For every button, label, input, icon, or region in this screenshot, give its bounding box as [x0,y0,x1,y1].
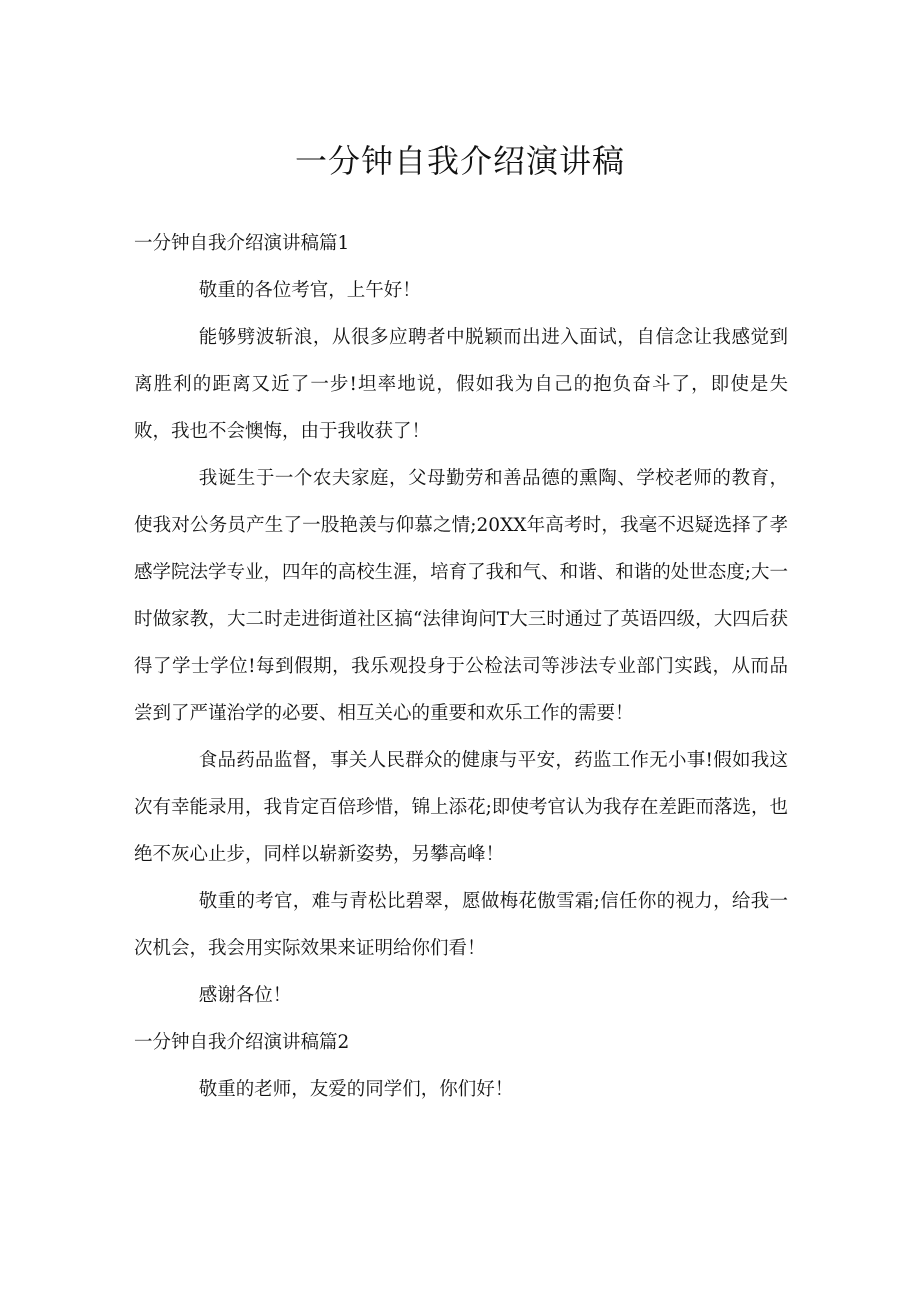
section-heading-1: 一分钟自我介绍演讲稿篇1 [134,233,350,254]
section-heading-2: 一分钟自我介绍演讲稿篇2 [134,1032,350,1053]
paragraph: 能够劈波斩浪，从很多应聘者中脱颖而出进入面试，自信念让我感觉到离胜利的距离又近了一步!坦率地说，假如我为自己的抱负奋斗了，即使是失败，我也不会懊悔，由于我收获了！ [134,327,788,442]
document-title: 一分钟自我介绍演讲稿 [294,142,625,180]
paragraph: 敬重的考官，难与青松比碧翠，愿做梅花傲雪霜;信任你的视力，给我一次机会，我会用实际效果来证明给你们看！ [134,891,788,959]
paragraph: 食品药品监督，事关人民群众的健康与平安，药监工作无小事!假如我这次有幸能录用，我肯定百倍珍惜，锦上添花;即使考官认为我存在差距而落选，也绝不灰心止步，同样以崭新姿势，另攀高峰！ [134,750,788,865]
document-body [134,220,788,1113]
paragraph: 感谢各位！ [198,985,292,1006]
paragraph: 我诞生于一个农夫家庭，父母勤劳和善品德的熏陶、学校老师的教育，使我对公务员产生了一股艳羡与仰慕之情;20XX年高考时，我毫不迟疑选择了孝感学院法学专业，四年的高校生涯，培育了我和气、和谐、和谐的处世态度;大一时做家教，大二时走进街道社区搞“法律询问T大三时通过了英语四级，大四后获得了学士学位!每到假期，我乐观投身于公检法司等涉法专业部门实践，从而品尝到了严谨治学的必要、相互关心的重要和欢乐工作的需要！ [134,468,788,724]
paragraph: 敬重的各位考官，上午好！ [198,280,421,301]
paragraph: 敬重的老师，友爱的同学们，你们好！ [198,1079,514,1100]
